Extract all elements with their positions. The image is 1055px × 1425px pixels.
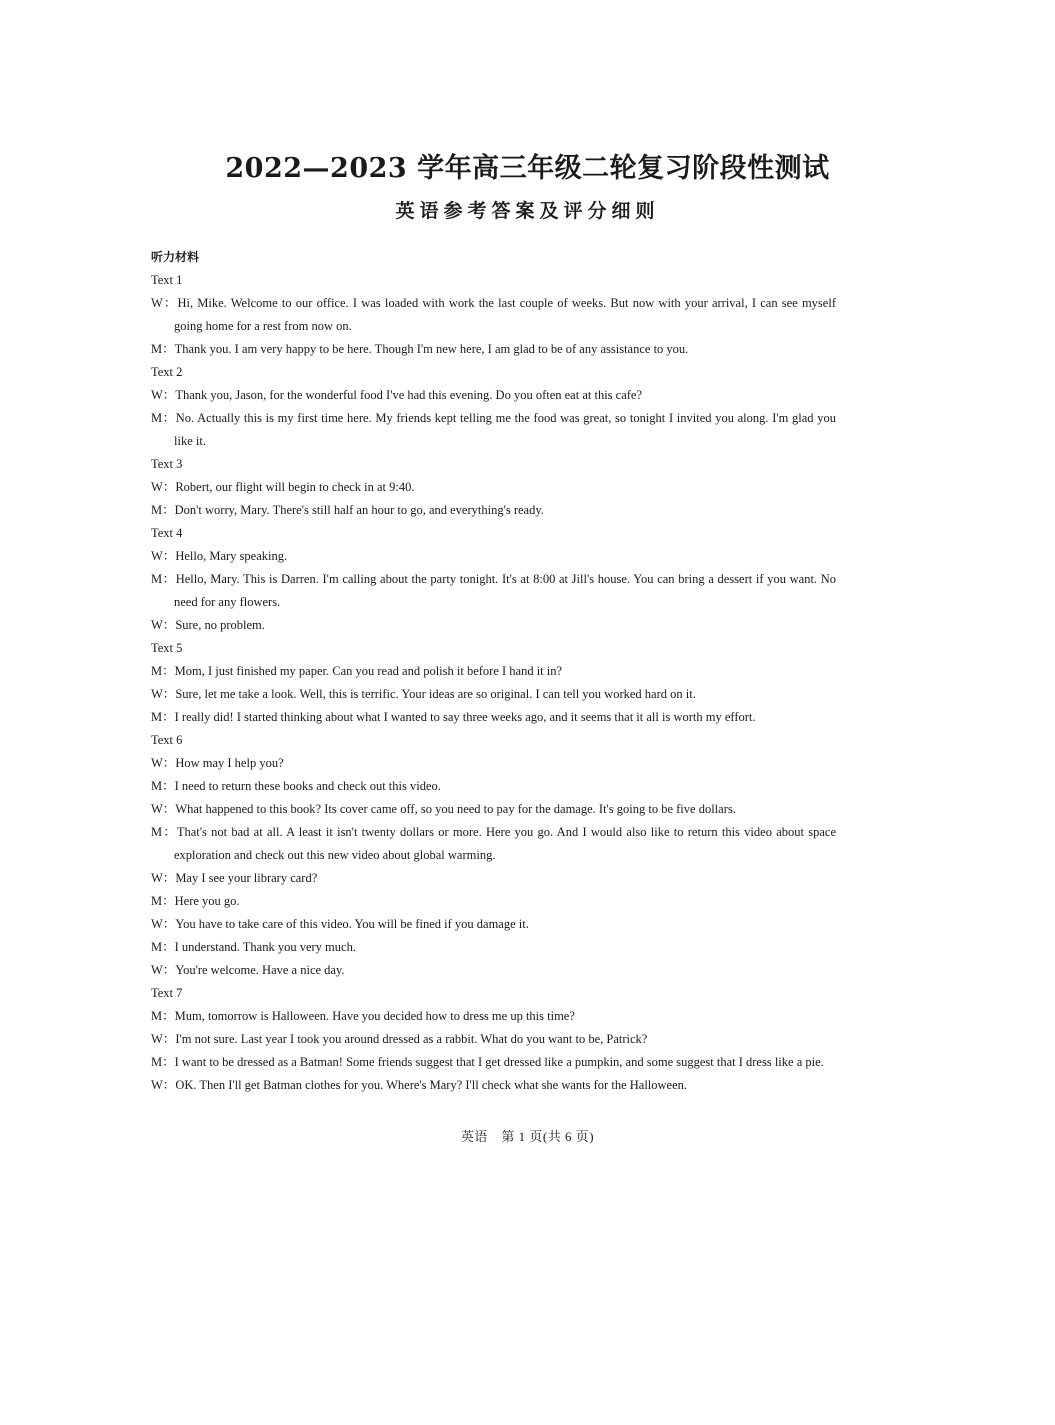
speaker-label: W： bbox=[151, 1078, 176, 1092]
text-label: Text 3 bbox=[151, 457, 183, 471]
dialogue-line bbox=[151, 545, 836, 568]
text-label: Text 5 bbox=[151, 641, 183, 655]
speaker-label: M： bbox=[151, 710, 175, 724]
dialogue-text: You're welcome. Have a nice day. bbox=[175, 963, 345, 977]
dialogue-text: Mum, tomorrow is Halloween. Have you decided how to dress me up this time? bbox=[174, 1009, 575, 1023]
dialogue-text: I understand. Thank you very much. bbox=[174, 940, 356, 954]
speaker-label: W： bbox=[151, 917, 176, 931]
dialogue-text: What happened to this book? Its cover came off, so you need to pay for the damage. It's going to be five dollars. bbox=[175, 802, 736, 816]
speaker-label: W： bbox=[151, 388, 176, 402]
dialogue-line bbox=[151, 752, 836, 775]
dialogue-text: Thank you. I am very happy to be here. Though I'm new here, I am glad to be of any assistance to you. bbox=[174, 342, 689, 356]
section-heading: 听力材料 bbox=[151, 250, 200, 264]
dialogue-line bbox=[151, 1074, 836, 1097]
dialogue-text: You have to take care of this video. You will be fined if you damage it. bbox=[175, 917, 529, 931]
dialogue-line bbox=[151, 1028, 836, 1051]
dialogue-line bbox=[151, 338, 836, 361]
dialogue-text: Don't worry, Mary. There's still half an hour to go, and everything's ready. bbox=[174, 503, 544, 517]
dialogue-text: I need to return these books and check out this video. bbox=[174, 779, 441, 793]
text-label: Text 2 bbox=[151, 365, 183, 379]
speaker-label: W： bbox=[151, 756, 176, 770]
text-label: Text 1 bbox=[151, 273, 183, 287]
dialogue-text: Robert, our flight will begin to check in at 9:40. bbox=[175, 480, 415, 494]
dialogue-line bbox=[151, 821, 836, 867]
dialogue-line bbox=[151, 798, 836, 821]
dialogue-line bbox=[151, 407, 836, 453]
speaker-label: M： bbox=[151, 779, 175, 793]
speaker-label: M： bbox=[151, 894, 175, 908]
speaker-label: M： bbox=[151, 940, 175, 954]
speaker-label: M： bbox=[151, 503, 175, 517]
dialogue-line bbox=[151, 913, 836, 936]
speaker-label: M： bbox=[151, 825, 177, 839]
listening-transcript bbox=[151, 246, 836, 1097]
dialogue-line bbox=[151, 292, 836, 338]
dialogue-line bbox=[151, 867, 836, 890]
texts-container bbox=[151, 269, 836, 1097]
dialogue-line bbox=[151, 499, 836, 522]
dialogue-text: Hi, Mike. Welcome to our office. I was loaded with work the last couple of weeks. But now with your arrival, I can see myself going home for a rest from now on. bbox=[174, 296, 836, 333]
dialogue-text: OK. Then I'll get Batman clothes for you. Where's Mary? I'll check what she wants for the Halloween. bbox=[175, 1078, 688, 1092]
dialogue-line bbox=[151, 683, 836, 706]
page-footer: 英语 第 1 页(共 6 页) bbox=[460, 1129, 595, 1144]
dialogue-text: Sure, no problem. bbox=[175, 618, 265, 632]
speaker-label: M： bbox=[151, 1009, 175, 1023]
dialogue-line bbox=[151, 568, 836, 614]
speaker-label: M： bbox=[151, 664, 175, 678]
dialogue-line bbox=[151, 775, 836, 798]
dialogue-text: Here you go. bbox=[174, 894, 240, 908]
dialogue-line bbox=[151, 936, 836, 959]
dialogue-text: May I see your library card? bbox=[175, 871, 318, 885]
speaker-label: W： bbox=[151, 802, 176, 816]
speaker-label: W： bbox=[151, 963, 176, 977]
text-label: Text 7 bbox=[151, 986, 183, 1000]
dialogue-line bbox=[151, 959, 836, 982]
page-title: 2022—2023 学年高三年级二轮复习阶段性测试 bbox=[225, 153, 830, 184]
speaker-label: W： bbox=[151, 1032, 176, 1046]
dialogue-text: How may I help you? bbox=[175, 756, 284, 770]
speaker-label: W： bbox=[151, 618, 176, 632]
dialogue-text: No. Actually this is my first time here. My friends kept telling me the food was great, so tonight I invited you along. I'm glad you like it. bbox=[174, 411, 836, 448]
speaker-label: W： bbox=[151, 296, 178, 310]
dialogue-line bbox=[151, 384, 836, 407]
dialogue-text: Hello, Mary. This is Darren. I'm calling about the party tonight. It's at 8:00 at Jill's house. You can bring a dessert if you want. No need for any flowers. bbox=[174, 572, 836, 609]
dialogue-text: I'm not sure. Last year I took you around dressed as a rabbit. What do you want to be, Patrick? bbox=[175, 1032, 648, 1046]
speaker-label: M： bbox=[151, 1055, 175, 1069]
speaker-label: W： bbox=[151, 871, 176, 885]
dialogue-line bbox=[151, 890, 836, 913]
speaker-label: M： bbox=[151, 572, 176, 586]
dialogue-line bbox=[151, 706, 836, 729]
text-label: Text 6 bbox=[151, 733, 183, 747]
dialogue-text: I want to be dressed as a Batman! Some friends suggest that I get dressed like a pumpkin, and some suggest that I dress like a pie. bbox=[174, 1055, 824, 1069]
dialogue-text: Sure, let me take a look. Well, this is terrific. Your ideas are so original. I can tell you worked hard on it. bbox=[175, 687, 696, 701]
speaker-label: W： bbox=[151, 687, 176, 701]
page-subtitle: 英语参考答案及评分细则 bbox=[395, 200, 660, 222]
dialogue-text: Mom, I just finished my paper. Can you read and polish it before I hand it in? bbox=[174, 664, 563, 678]
dialogue-line bbox=[151, 1051, 836, 1074]
speaker-label: M： bbox=[151, 342, 175, 356]
dialogue-line bbox=[151, 660, 836, 683]
dialogue-text: I really did! I started thinking about what I wanted to say three weeks ago, and it seems that it all is worth my effort. bbox=[174, 710, 756, 724]
dialogue-text: Thank you, Jason, for the wonderful food I've had this evening. Do you often eat at this cafe? bbox=[175, 388, 643, 402]
dialogue-line bbox=[151, 476, 836, 499]
text-label: Text 4 bbox=[151, 526, 183, 540]
dialogue-line bbox=[151, 1005, 836, 1028]
speaker-label: W： bbox=[151, 549, 176, 563]
dialogue-line bbox=[151, 614, 836, 637]
dialogue-text: Hello, Mary speaking. bbox=[175, 549, 288, 563]
speaker-label: M： bbox=[151, 411, 176, 425]
speaker-label: W： bbox=[151, 480, 176, 494]
dialogue-text: That's not bad at all. A least it isn't twenty dollars or more. Here you go. And I would also like to return this video about space exploration and check out this new video about global warming. bbox=[174, 825, 836, 862]
